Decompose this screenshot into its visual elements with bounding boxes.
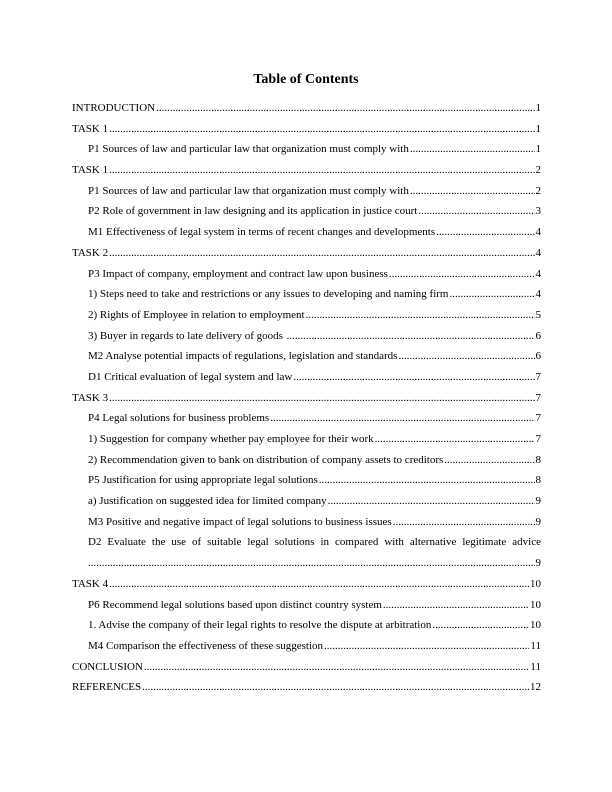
leader-dots: [109, 388, 534, 409]
toc-entry-task4[interactable]: [72, 574, 541, 595]
leader-dots: [156, 98, 534, 119]
toc-entry-text: P5 Justification for using appropriate legal solutions: [88, 474, 318, 487]
toc-entry-task1-repeat[interactable]: [72, 160, 541, 181]
toc-page-number: 7: [535, 391, 541, 404]
toc-page-number: 6: [535, 350, 541, 363]
toc-entry-text: 1) Suggestion for company whether pay employee for their work: [88, 433, 374, 445]
toc-entry-m4[interactable]: [72, 636, 541, 657]
toc-entry-text: TASK 2: [72, 246, 109, 259]
toc-entry-d2[interactable]: [72, 532, 541, 573]
toc-entry-task2[interactable]: [72, 243, 541, 264]
toc-entry-text: M1 Effectiveness of legal system in terms of recent changes and developments: [88, 226, 436, 239]
toc-entry-justification[interactable]: [72, 491, 541, 512]
toc-page-number: 1: [535, 143, 541, 156]
toc-page-number: 9: [535, 557, 541, 570]
toc-page-number: 5: [535, 308, 541, 321]
leader-dots: [109, 119, 534, 140]
toc-page-number: 10: [530, 598, 541, 611]
toc-entry-references[interactable]: [72, 677, 541, 698]
toc-entry-m1[interactable]: [72, 222, 541, 243]
toc-page-number: 7: [535, 412, 541, 425]
leader-dots: [293, 367, 534, 388]
toc-entry-rights[interactable]: [72, 305, 541, 326]
leader-dots: [144, 657, 530, 678]
toc-page-number: 6: [535, 329, 541, 342]
leader-dots: [287, 326, 535, 347]
toc-entry-p6[interactable]: [72, 595, 541, 616]
toc-entry-text: D1 Critical evaluation of legal system and law: [88, 370, 293, 383]
toc-page-number: 3: [535, 205, 541, 218]
leader-dots: [88, 553, 535, 574]
toc-page-number: 8: [535, 474, 541, 487]
leader-dots: [410, 139, 535, 160]
leader-dots: [389, 264, 535, 285]
toc-page-number: 9: [535, 515, 541, 528]
leader-dots: [418, 201, 534, 222]
toc-entry-conclusion[interactable]: [72, 657, 541, 678]
toc-entry-text: CONCLUSION: [72, 660, 143, 673]
toc-entry-recommendation[interactable]: [72, 450, 541, 471]
toc-page-number: 2: [535, 164, 541, 177]
toc-entry-text: 1. Advise the company of their legal rights to resolve the dispute at arbitration: [88, 619, 432, 632]
toc-page-number: 4: [535, 267, 541, 280]
toc-entry-task3[interactable]: [72, 388, 541, 409]
toc-entry-suggestion[interactable]: [72, 429, 541, 450]
toc-page-number: 11: [530, 639, 541, 652]
toc-page-number: 11: [530, 660, 541, 673]
toc-page-number: 1: [535, 122, 541, 135]
toc-entry-p1[interactable]: [72, 139, 541, 160]
toc-entry-text: 1) Steps need to take and restrictions or any issues to developing and naming firm: [88, 288, 449, 301]
toc-page-number: 4: [535, 226, 541, 239]
leader-dots: [398, 346, 534, 367]
toc-entry-p5[interactable]: [72, 470, 541, 491]
toc-entry-text: P6 Recommend legal solutions based upon distinct country system: [88, 598, 382, 611]
toc-entry-p2[interactable]: [72, 201, 541, 222]
toc-entry-text: a) Justification on suggested idea for limited company: [88, 495, 327, 508]
leader-dots: [375, 429, 535, 450]
toc-entry-p1-repeat[interactable]: [72, 181, 541, 202]
toc-page-number: 12: [530, 681, 541, 694]
leader-dots: [328, 491, 535, 512]
toc-entry-text: 2) Rights of Employee in relation to employment: [88, 308, 305, 321]
toc-entry-text: INTRODUCTION: [72, 102, 156, 114]
leader-dots: [270, 408, 534, 429]
leader-dots: [436, 222, 534, 243]
toc-entry-p3[interactable]: [72, 264, 541, 285]
toc-entry-introduction[interactable]: [72, 98, 541, 119]
toc-entry-advise[interactable]: [72, 615, 541, 636]
leader-dots: [306, 305, 535, 326]
toc-entry-text: P1 Sources of law and particular law that organization must comply with: [88, 184, 409, 197]
toc-entry-text: REFERENCES: [72, 681, 142, 694]
toc-page-number: 10: [530, 577, 541, 590]
leader-dots: [324, 636, 529, 657]
leader-dots: [410, 181, 535, 202]
toc-entry-text: 2) Recommendation given to bank on distribution of company assets to creditors: [88, 453, 444, 466]
toc-entry-text: TASK 1: [72, 164, 109, 177]
toc-entry-buyer[interactable]: [72, 326, 541, 347]
leader-dots: [319, 470, 535, 491]
toc-page-number: 8: [535, 453, 541, 466]
toc-entry-text: M4 Comparison the effectiveness of these suggestion: [88, 639, 324, 652]
toc-entry-d1[interactable]: [72, 367, 541, 388]
toc-entry-p4[interactable]: [72, 408, 541, 429]
toc-entry-text: P1 Sources of law and particular law that organization must comply with: [88, 143, 409, 156]
toc-entry-text: P3 Impact of company, employment and contract law upon business: [88, 267, 388, 280]
toc-entry-text: 3) Buyer in regards to late delivery of goods: [88, 329, 286, 342]
toc-page-number: 7: [535, 370, 541, 383]
toc-entry-text: M2 Analyse potential impacts of regulations, legislation and standards: [88, 350, 398, 363]
toc-page-number: 1: [535, 102, 541, 114]
toc-page-number: 2: [535, 184, 541, 197]
toc-entry-text: P4 Legal solutions for business problems: [88, 412, 270, 425]
toc-entry-m2[interactable]: [72, 346, 541, 367]
toc-page-number: 10: [530, 619, 541, 632]
toc-entry-text: M3 Positive and negative impact of legal solutions to business issues: [88, 515, 392, 528]
toc-entry-steps[interactable]: [72, 284, 541, 305]
toc-entry-task1[interactable]: [72, 119, 541, 140]
leader-dots: [109, 160, 534, 181]
toc-entry-text: TASK 3: [72, 391, 109, 404]
toc-entry-continuation: [88, 553, 541, 574]
toc-page-number: 7: [535, 433, 541, 445]
toc-page-number: 9: [535, 495, 541, 508]
toc-title: Table of Contents: [253, 72, 359, 87]
leader-dots: [449, 284, 534, 305]
leader-dots: [393, 512, 535, 533]
leader-dots: [109, 243, 534, 264]
toc-page-number: 4: [535, 288, 541, 301]
leader-dots: [142, 677, 529, 698]
table-of-contents: [72, 98, 541, 698]
leader-dots: [432, 615, 529, 636]
toc-entry-text: TASK 1: [72, 122, 109, 135]
toc-entry-m3[interactable]: [72, 512, 541, 533]
toc-entry-text: P2 Role of government in law designing and its application in justice court: [88, 205, 418, 218]
leader-dots: [444, 450, 534, 471]
toc-entry-text: TASK 4: [72, 577, 109, 590]
toc-entry-text: D2 Evaluate the use of suitable legal solutions in compared with alternative legitimate advice: [88, 536, 541, 549]
leader-dots: [109, 574, 529, 595]
toc-page-number: 4: [535, 246, 541, 259]
leader-dots: [383, 595, 529, 616]
